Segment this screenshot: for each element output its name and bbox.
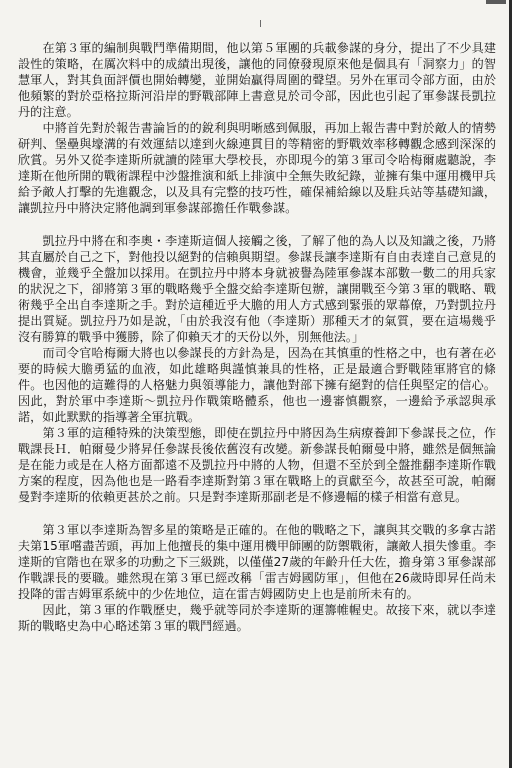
document-page — [18, 40, 496, 634]
scan-edge-mark — [486, 0, 506, 4]
paragraph-kelatan-impression: 中將首先對於報告書論旨的的銳利與明晰感到佩服，再加上報告書中對於敵人的情勢研判、堡壘與壕溝的有效運結以達到火線連貫目的等精密的野戰效率移轉觀念感到深深的欣賞。另外又從李達斯所就讀的陸軍大學校長，亦即現今的第３軍司令哈梅爾處聽說，李達斯在他所開的戰術課程中沙盤推演和紙上排演中全無失敗紀錄，並擁有集中運用機甲兵給予敵人打擊的先進觀念，以及具有完整的技巧性，確保補給線以及駐兵站等基礎知識，讓凱拉丹中將決定將他調到軍參謀部擔任作戰參謀。 — [18, 121, 496, 215]
paragraph-commander: 而司令官哈梅爾大將也以參謀長的方針為是，因為在其慎重的性格之中，也有著在必要的時候大膽勇猛的血液，如此雄略與謹慎兼具的性格，正是最適合野戰陸軍將官的條件。也因他的這難得的人格魅力與領導能力，讓他對部下擁有絕對的信任與堅定的信心。因此，對於軍中李達斯～凱拉丹作戰策略體系，他也一邊審慎觀察，一邊給予承認與承諾，如此默默的指導著全軍抗戰。 — [18, 346, 496, 424]
paragraph-gap — [18, 505, 496, 522]
paragraph-decision-structure: 第３軍的這種特殊的決策型態，即使在凱拉丹中將因為生病療養卸下參謀長之位，作戰課長Ｈ．帕爾曼少將昇任參謀長後依舊沒有改變。新參謀長帕爾曼中將，雖然是個無論是在能力或是在人格方面都遠不及凱拉丹中將的人物，但還不至於到全盤推翻李達斯作戰方案的程度，因為他也是一路看李達斯對第３軍在戰略上的貢獻至今，故甚至可說，帕爾曼對李達斯的依賴更甚於之前。只是對李達斯那副老是不修邊幅的樣子相當有意見。 — [18, 426, 496, 504]
paragraph-conclusion: 因此，第３軍的作戰歷史，幾乎就等同於李達斯的運籌帷幄史。故接下來，就以李達斯的戰略史為中心略述第３軍的戰鬥經過。 — [18, 603, 496, 633]
paragraph-staff-officer: 在第３軍的編制與戰鬥準備期間，他以第５軍團的兵載參謀的身分，提出了不少具建設性的策略，在厲次料中的成績出現後，讓他的同僚發現原來他是個具有「洞察力」的智慧軍人，對其負面評價也開始轉變，並開始贏得周圍的聲望。另外在軍司令部方面，由於他頻繁的對於亞格拉斯河沿岸的野戰部陣上書意見於司令部，因此也引起了軍參謀長凱拉丹的注意。 — [18, 41, 496, 119]
paragraph-trust: 凱拉丹中將在和李奧・李達斯這個人接觸之後，了解了他的為人以及知識之後，乃將其直屬於自己之下，對他投以絕對的信賴與期望。參謀長讓李達斯有自由表達自己意見的機會，並幾乎全盤加以採用。在凱拉丹中將本身就被譽為陸軍參謀本部數一數二的用兵家的狀況之下，卻將第３軍的戰略幾乎全盤交給李達斯包辦，讓開戰至今第３軍的戰略、戰術幾乎全出自李達斯之手。對於這種近乎大膽的用人方式感到緊張的眾幕僚，乃對凱拉丹提出質疑。凱拉丹乃如是說，「由於我沒有他（李達斯）那種天才的氣質，要在這場幾乎沒有勝算的戰爭中獲勝，除了仰賴天才的天份以外，別無他法。」 — [18, 234, 496, 344]
scan-top-tick — [260, 20, 261, 27]
paragraph-gap — [18, 216, 496, 233]
paragraph-strategy-success: 第３軍以李達斯為智多星的策略是正確的。在他的戰略之下，讓與其交戰的多拿古諾夫第15軍嚐盡苦頭，再加上他擅長的集中運用機甲師團的防禦戰術，讓敵人損失慘重。李達斯的官階也在眾多的功勳之下三級跳，以僅僅27歲的年齡升任大佐，擔身第３軍參謀部作戰課長的要職。雖然現在第３軍已經改稱「雷吉姆國防軍」，但他在26歲時即昇任尚未投降的雷吉姆軍系統中的少佐地位，這在雷吉姆國防史上也是前所未有的。 — [18, 523, 496, 601]
